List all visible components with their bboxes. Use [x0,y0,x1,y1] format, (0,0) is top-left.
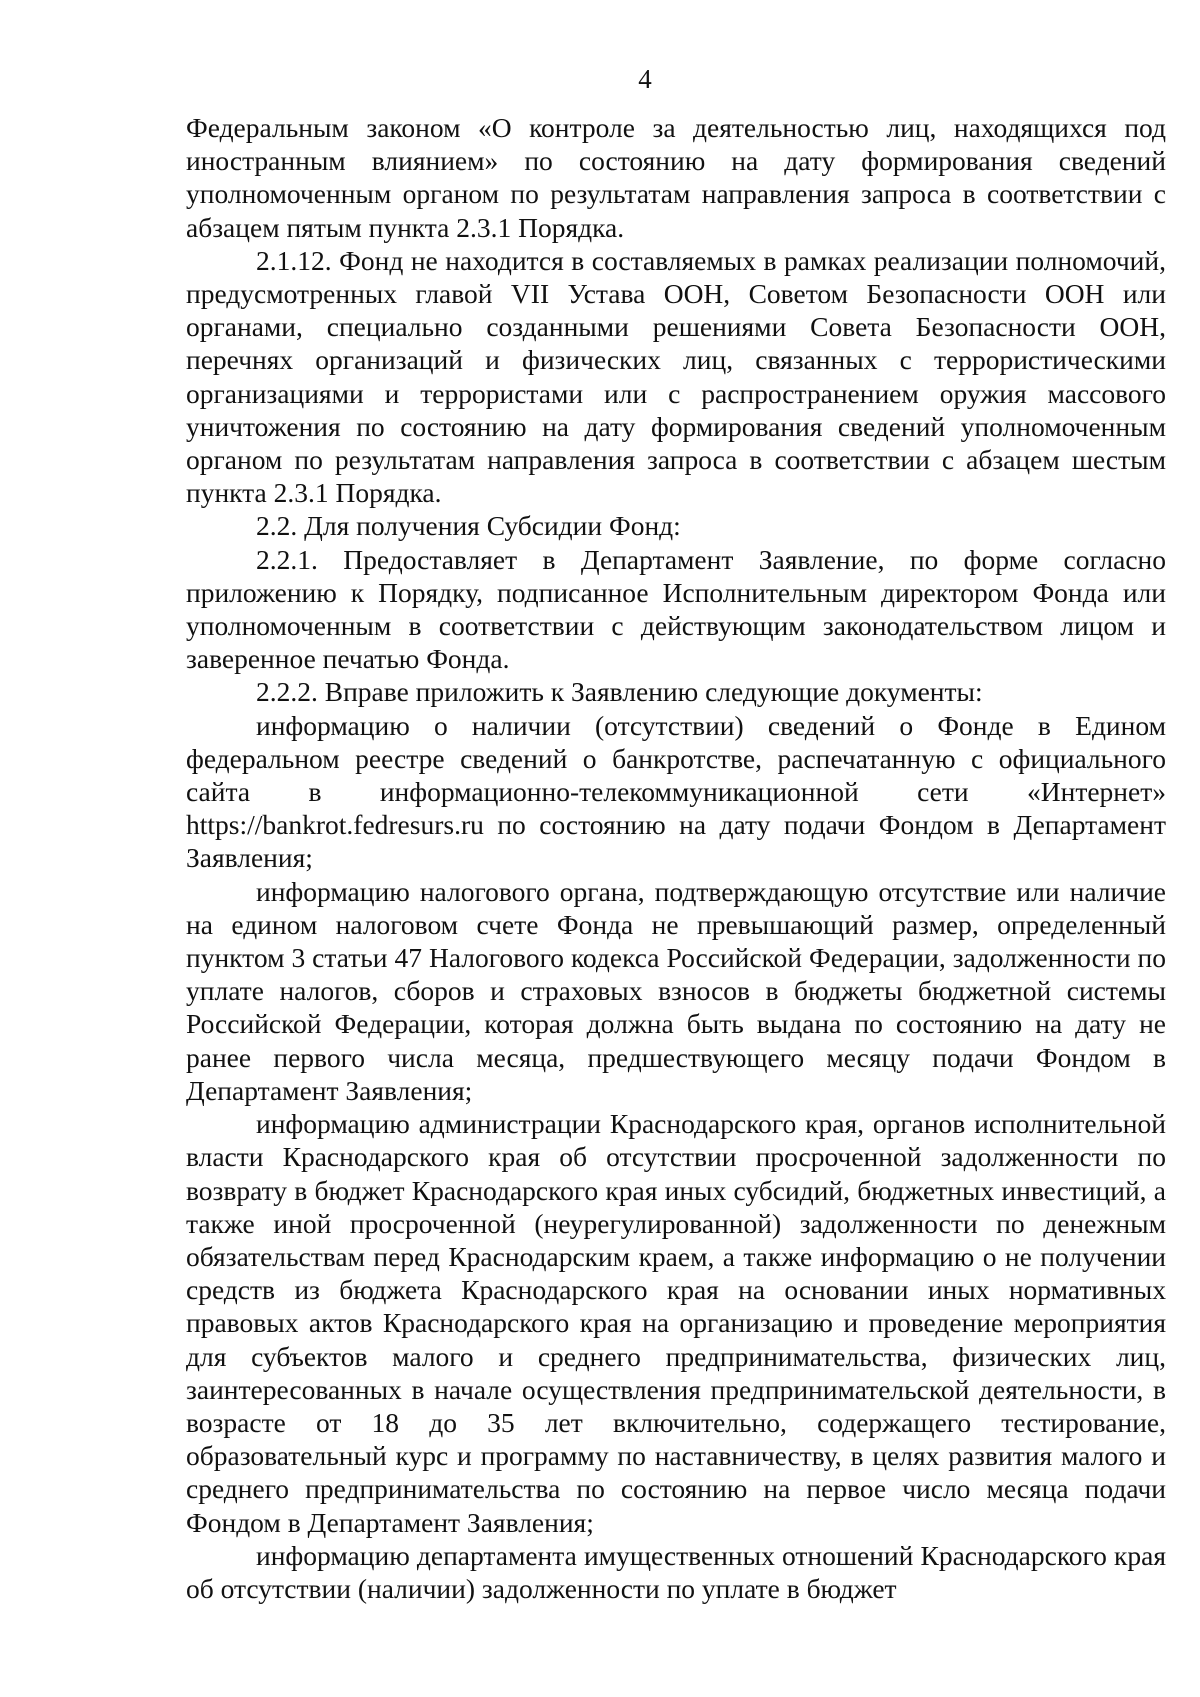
paragraph-2-2-1: 2.2.1. Предоставляет в Департамент Заявление, по форме согласно приложению к Порядку, подписанное Исполнительным директором Фонда или уполномоченным в соответствии с действующим законодательством лицом и заверенное печатью Фонда. [186,543,1166,675]
paragraph-2-1-12: 2.1.12. Фонд не находится в составляемых в рамках реализации полномочий, предусмотренных главой VII Устава ООН, Советом Безопасности ООН или органами, специально созданными решениями Совета Безопасности ООН, перечнях организаций и физических лиц, связанных с террористическими организациями и террористами или с распространением оружия массового уничтожения по состоянию на дату формирования сведений уполномоченным органом по результатам направления запроса в соответствии с абзацем шестым пункта 2.3.1 Порядка. [186,244,1166,509]
paragraph-property-info: информацию департамента имущественных отношений Краснодарского края об отсутствии (наличии) задолженности по уплате в бюджет [186,1539,1166,1604]
paragraph-2-2: 2.2. Для получения Субсидии Фонд: [256,510,681,542]
paragraph-administration-info: информацию администрации Краснодарского края, органов исполнительной власти Краснодарского края об отсутствии просроченной задолженности по возврату в бюджет Краснодарского края иных субсидий, бюджетных инвестиций, а также иной просроченной (неурегулированной) задолженности по денежным обязательствам перед Краснодарским краем, а также информацию о не получении средств из бюджета Краснодарского края на основании иных нормативных правовых актов Краснодарского края на организацию и проведение мероприятия для субъектов малого и среднего предпринимательства, физических лиц, заинтересованных в начале осуществления предпринимательской деятельности, в возрасте от 18 до 35 лет включительно, содержащего тестирование, образовательный курс и программу по наставничеству, в целях развития малого и среднего предпринимательства по состоянию на первое число месяца подачи Фондом в Департамент Заявления; [186,1108,1166,1538]
paragraph-tax-info: информацию налогового органа, подтверждающую отсутствие или наличие на едином налоговом счете Фонда не превышающий размер, определенный пунктом 3 статьи 47 Налогового кодекса Российской Федерации, задолженности по уплате налогов, сборов и страховых взносов в бюджеты бюджетной системы Российской Федерации, которая должна быть выдана по состоянию на дату не ранее первого числа месяца, предшествующего месяцу подачи Фондом в Департамент Заявления; [186,875,1166,1106]
paragraph-bankruptcy-info: информацию о наличии (отсутствии) сведений о Фонде в Едином федеральном реестре сведений о банкротстве, распечатанную с официального сайта в информационно-телекоммуникационной сети «Интернет» https://bankrot.fedresurs.ru по состоянию на дату подачи Фондом в Департамент Заявления; [186,709,1166,874]
document-body [186,111,1166,1605]
paragraph-2-2-2: 2.2.2. Вправе приложить к Заявлению следующие документы: [256,676,983,708]
paragraph-continuation: Федеральным законом «О контроле за деятельностью лиц, находящихся под иностранным влиянием» по состоянию на дату формирования сведений уполномоченным органом по результатам направления запроса в соответствии с абзацем пятым пункта 2.3.1 Порядка. [186,112,1166,243]
page-number: 4 [638,64,652,94]
